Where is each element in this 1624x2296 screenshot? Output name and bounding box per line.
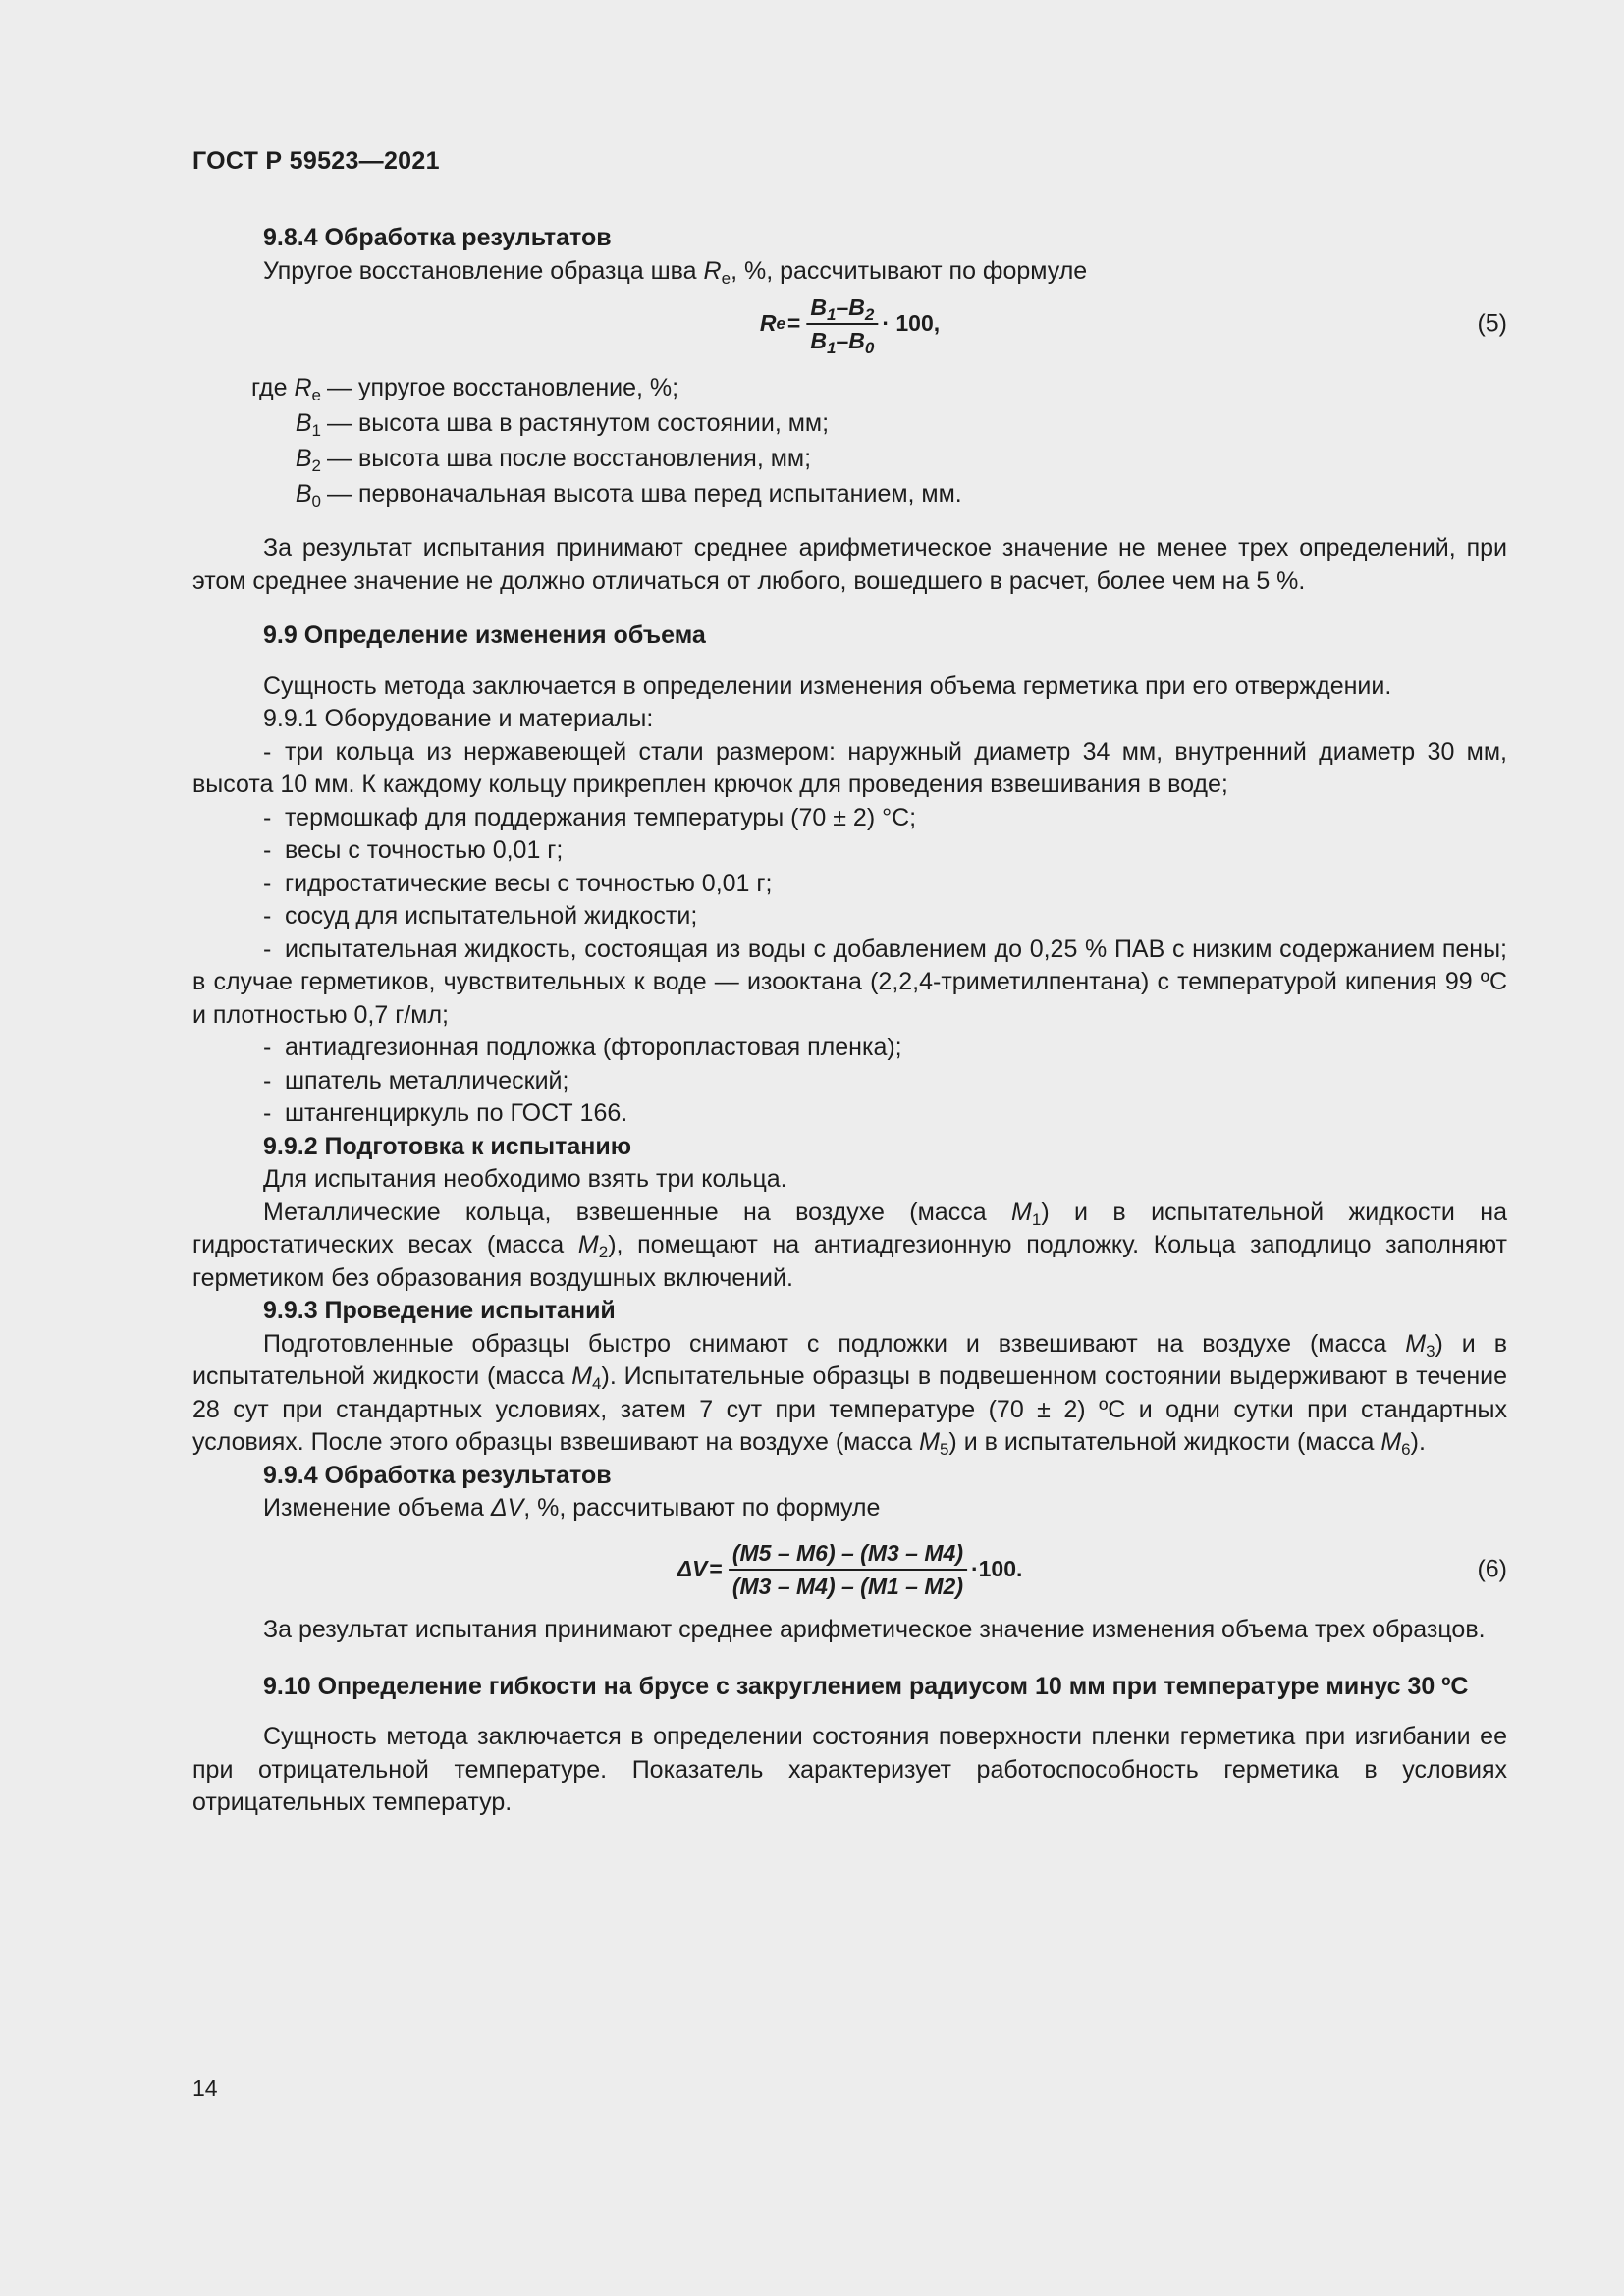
paragraph-9-9-4-result: За результат испытания принимают среднее арифметическое значение изменения объема трех образцов. <box>263 1615 1486 1643</box>
formula-6-fraction <box>729 1539 967 1600</box>
list-item: - шпатель металлический; <box>263 1066 569 1095</box>
list-item: - штангенциркуль по ГОСТ 166. <box>263 1099 628 1127</box>
paragraph-9-8-4-result: За результат испытания принимают среднее арифметическое значение не менее трех определений, при этом среднее значение не должно отличаться от любого, вошедшего в расчет, более чем на 5 %. <box>192 534 1507 595</box>
variable-row: $B_0$ — первоначальная высота шва перед испытанием, мм. <box>295 480 962 510</box>
variable-definitions <box>192 372 1507 513</box>
page-content <box>192 222 1507 1820</box>
formula-6-denominator: (M3 – M4) – (M1 – M2) <box>731 1573 963 1599</box>
list-item: - антиадгезионная подложка (фторопластовая пленка); <box>263 1034 902 1061</box>
formula-6-numerator: (M5 – M6) – (M3 – M4) <box>729 1539 967 1571</box>
list-item: - весы с точностью 0,01 г; <box>263 836 564 864</box>
subsection-heading-9-9-3: 9.9.3 Проведение испытаний <box>263 1297 616 1324</box>
paragraph-9-10-essence: Сущность метода заключается в определении состояния поверхности пленки герметика при изгибании ее при отрицательной температуре. Показатель характеризует работоспособность герметика в условиях отрицательных температур. <box>192 1723 1507 1816</box>
variable-row: $B_1$ — высота шва в растянутом состоянии, мм; <box>295 409 830 440</box>
section-heading-9-8-4: 9.8.4 Обработка результатов <box>263 224 612 251</box>
formula-5: R e = $\frac{B_1-B_2}{B_1-B_0}$ · 100, <box>759 294 941 357</box>
formula-6-number: (6) <box>1477 1554 1507 1582</box>
paragraph-9-9-4-intro: Изменение объема ΔV, %, рассчитывают по формуле <box>263 1494 881 1522</box>
list-item: - термошкаф для поддержания температуры (70 ± 2) °С; <box>263 803 917 831</box>
paragraph-9-9-2-a: Для испытания необходимо взять три кольца. <box>263 1165 787 1193</box>
subsection-heading-9-9-4: 9.9.4 Обработка результатов <box>263 1461 612 1489</box>
paragraph-9-9-2-b: Металлические кольца, взвешенные на воздухе (масса $M_1$) и в испытательной жидкости на гидростатических весах (масса $M_2$), помещают на антиадгезионную подложку. Кольца заподлицо заполняют герметиком без образования воздушных включений. <box>192 1198 1508 1292</box>
formula-6: ΔV = $\frac{(M5 - M6) - (M3 - M4)}{(M3 - M4) - (M1 - M2)}$ ·100. <box>677 1539 1023 1599</box>
formula-5-row <box>192 288 1507 360</box>
formula-5-number: (5) <box>1477 309 1507 338</box>
list-item: - испытательная жидкость, состоящая из воды с добавлением до 0,25 % ПАВ с низким содержанием пены; в случае герметиков, чувствительных к воде — изооктана (2,2,4-триметилпентана) с температурой кипения 99 ºС и плотностью 0,7 г/мл; <box>192 934 1507 1029</box>
paragraph-9-9-essence: Сущность метода заключается в определении изменения объема герметика при его отверждении. <box>263 671 1392 700</box>
document-id-header: ГОСТ Р 59523—2021 <box>192 147 440 175</box>
formula-6-row <box>192 1525 1507 1614</box>
subsection-9-9-1: 9.9.1 Оборудование и материалы: <box>263 705 654 732</box>
list-item: - сосуд для испытательной жидкости; <box>263 902 698 930</box>
page-number: 14 <box>192 2075 218 2101</box>
list-item: - гидростатические весы с точностью 0,01 г; <box>263 869 773 897</box>
subsection-heading-9-9-2: 9.9.2 Подготовка к испытанию <box>263 1132 632 1160</box>
section-heading-9-9: 9.9 Определение изменения объема <box>263 621 706 649</box>
list-item: - три кольца из нержавеющей стали размером: наружный диаметр 34 мм, внутренний диаметр 30 мм, высота 10 мм. К каждому кольцу прикреплен крючок для проведения взвешивания в воде; <box>192 737 1507 798</box>
paragraph-9-8-4-intro: Упругое восстановление образца шва $R_e$, %, рассчитывают по формуле <box>263 256 1088 288</box>
variable-row: $B_2$ — высота шва после восстановления, мм; <box>295 445 812 475</box>
paragraph-9-9-3: Подготовленные образцы быстро снимают с подложки и взвешивают на воздухе (масса $M_3$) и в испытательной жидкости (масса $M_4$). Испытательные образцы в подвешенном состоянии выдерживают в течение 28 сут при стандартных условиях, затем 7 сут при температуре (70 ± 2) ºС и одни сутки при стандартных условиях. После этого образцы взвешивают на воздухе (масса $M_5$) и в испытательной жидкости (масса $M_6$). <box>192 1329 1508 1459</box>
formula-5-fraction: $\frac{B_1-B_2}{B_1-B_0}$ <box>806 294 878 354</box>
section-heading-9-10: 9.10 Определение гибкости на брусе с закруглением радиусом 10 мм при температуре минус 30 ºС <box>263 1673 1469 1700</box>
variable-row: где $R_e$ — упругое восстановление, %; <box>251 374 679 404</box>
